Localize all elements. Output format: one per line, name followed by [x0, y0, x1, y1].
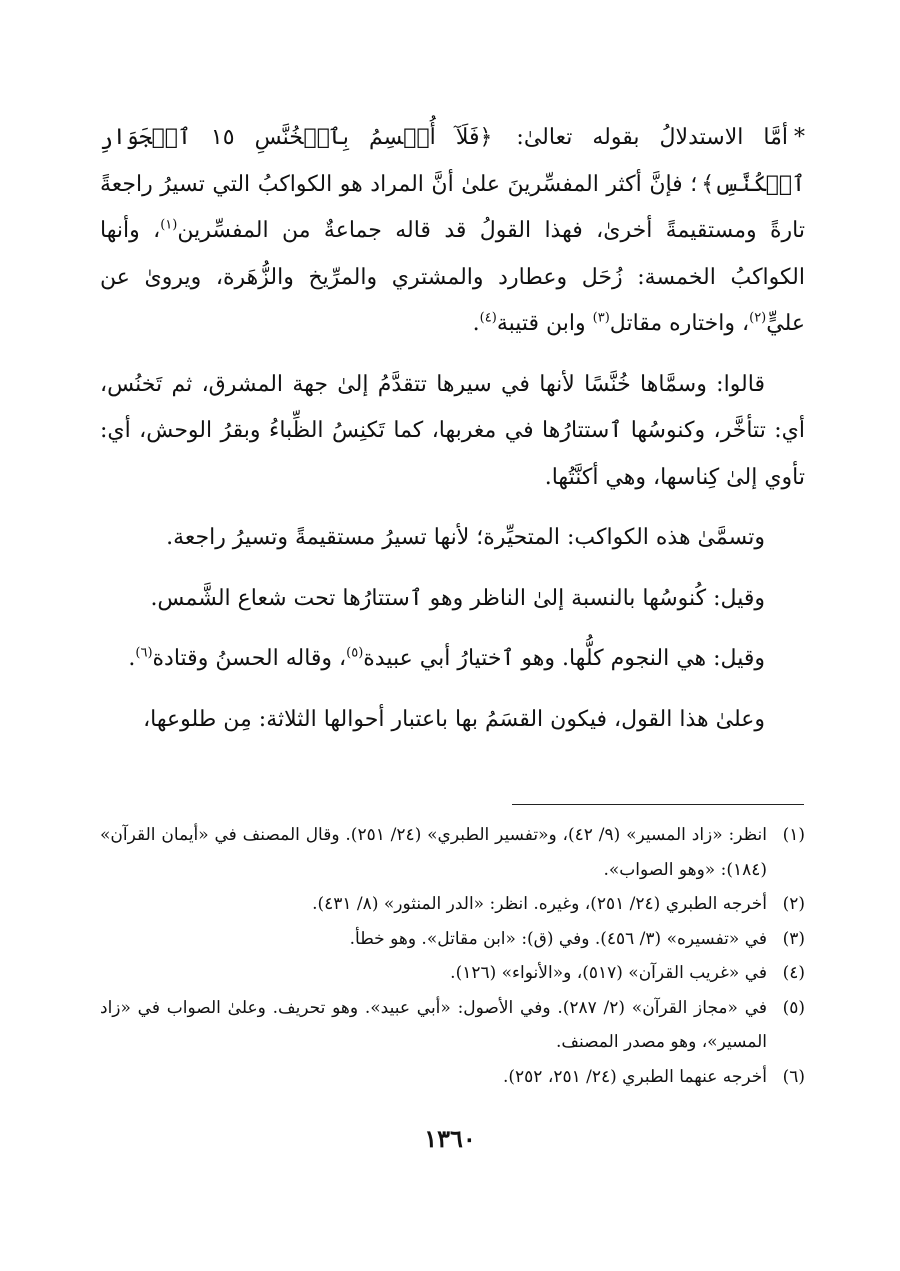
- paragraph-1-text-e: .: [472, 311, 480, 336]
- footnote-divider: [512, 804, 804, 805]
- footnote-number: (٦): [782, 1066, 805, 1087]
- footnote-number: (٣): [782, 928, 805, 949]
- footnote-number: (٢): [782, 894, 805, 914]
- footnote-number: (١): [782, 825, 805, 845]
- paragraph-1-lead: أمَّا الاستدلالُ بقوله تعالىٰ:: [516, 125, 788, 150]
- footnote-item: [100, 1060, 805, 1095]
- page-number: ١٣٦٠: [424, 1124, 476, 1153]
- section-star-icon: *: [794, 125, 805, 150]
- footnote-ref-5[interactable]: (٥): [346, 645, 364, 661]
- paragraph-5-text-b: ، وقاله الحسنُ وقتادة: [152, 646, 347, 671]
- footnote-item: [100, 887, 805, 922]
- paragraph-1-text-c: ، واختاره مقاتل: [609, 311, 750, 336]
- footnote-item: [100, 956, 805, 991]
- paragraph-5-text-c: .: [128, 646, 136, 671]
- footnote-ref-4[interactable]: (٤): [479, 310, 497, 326]
- paragraph-4: وقيل: كُنوسُها بالنسبة إلىٰ الناظر وهو ٱستتارُها تحت شعاع الشَّمس.: [150, 585, 765, 611]
- footnote-number: (٥): [782, 997, 805, 1018]
- footnote-ref-3[interactable]: (٣): [592, 310, 610, 326]
- footnote-ref-6[interactable]: (٦): [135, 645, 153, 661]
- paragraph-5-text-a: وقيل: هي النجوم كلُّها. وهو ٱختيارُ أبي عبيدة: [363, 646, 765, 671]
- main-text: [100, 115, 805, 757]
- footnotes-section: [100, 818, 805, 1094]
- paragraph-1-text-d: وابن قتيبة: [496, 311, 593, 336]
- footnote-text: انظر: «زاد المسير» (٩/ ٤٢)، و«تفسير الطبري» (٢٤/ ٢٥١). وقال المصنف في «أيمان القرآن» (١٨٤): «وهو الصواب».: [100, 825, 767, 880]
- footnote-ref-2[interactable]: (٢): [749, 310, 767, 326]
- footnote-text: في «مجاز القرآن» (٢/ ٢٨٧). وفي الأصول: «أبي عبيد». وهو تحريف. وعلىٰ الصواب في «زاد المسير»، وهو مصدر المصنف.: [100, 997, 767, 1052]
- footnote-item: [100, 818, 805, 887]
- footnote-ref-1[interactable]: (١): [160, 217, 178, 233]
- paragraph-3: وتسمَّىٰ هذه الكواكب: المتحيِّرة؛ لأنها تسيرُ مستقيمةً وتسيرُ راجعة.: [166, 525, 765, 550]
- footnote-text: أخرجه الطبري (٢٤/ ٢٥١)، وغيره. انظر: «الدر المنثور» (٨/ ٤٣١).: [312, 894, 767, 914]
- paragraph-1: [100, 115, 805, 348]
- quran-verse: ﴿فَلَآ أُقۡسِمُ بِٱلۡخُنَّسِ ١٥ ٱلۡجَوَارِ ٱلۡكُنَّسِ﴾: [100, 125, 805, 197]
- paragraph-2: قالوا: وسمَّاها خُنَّسًا لأنها في سيرها تتقدَّمُ إلىٰ جهة المشرق، ثم تَخنُس، أي: تتأخَّر، وكنوسُها ٱستتارُها في مغربها، كما تَكنِسُ الظِّباءُ وبقرُ الوحش، أي: تأوي إلىٰ كِناسها، وهي أكنَّتُها.: [100, 371, 805, 490]
- paragraph-1-text-b: ، وأنها الكواكبُ الخمسة: زُحَل وعطارد والمشتري والمرِّيخ والزُّهَرة، ويروىٰ عن عليٍّ: [100, 218, 805, 336]
- footnote-text: في «غريب القرآن» (٥١٧)، و«الأنواء» (١٢٦).: [450, 963, 767, 983]
- footnote-text: أخرجه عنهما الطبري (٢٤/ ٢٥١، ٢٥٢).: [502, 1066, 767, 1087]
- footnote-number: (٤): [782, 963, 805, 983]
- footnote-item: [100, 991, 805, 1060]
- footnote-text: في «تفسيره» (٣/ ٤٥٦). وفي (ق): «ابن مقاتل». وهو خطأ.: [349, 928, 767, 949]
- paragraph-6: وعلىٰ هذا القول، فيكون القسَمُ بها باعتبار أحوالها الثلاثة: مِن طلوعها،: [143, 706, 765, 732]
- footnote-item: [100, 922, 805, 957]
- paragraph-1-text-a: ؛ فإنَّ أكثر المفسِّرينَ علىٰ أنَّ المراد هو الكواكبُ التي تسيرُ راجعةً تارةً ومستقيمةً أخرىٰ، فهذا القولُ قد قاله جماعةٌ من المفسِّرين: [100, 171, 805, 243]
- paragraph-5: [100, 636, 805, 683]
